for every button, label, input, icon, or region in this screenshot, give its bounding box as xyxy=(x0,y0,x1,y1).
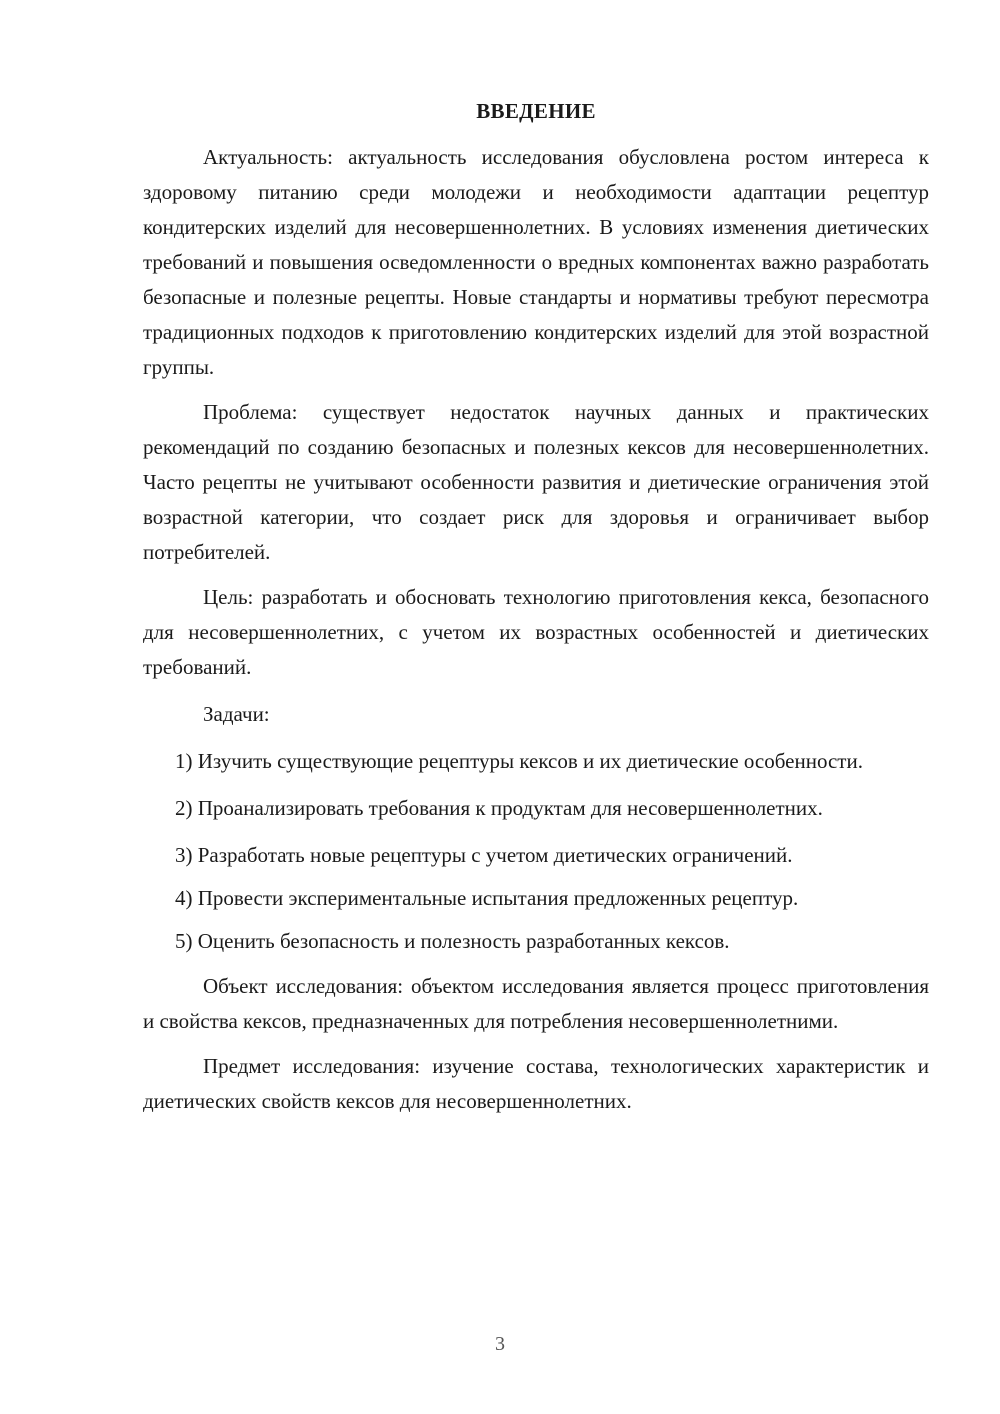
document-page xyxy=(143,96,929,1119)
tasks-heading: Задачи: xyxy=(203,702,270,726)
task-item-3: 3) Разработать новые рецептуры с учетом диетических ограничений. xyxy=(175,843,793,867)
section-title: ВВЕДЕНИЕ xyxy=(476,99,596,123)
page-number: 3 xyxy=(495,1333,505,1355)
task-item-1: 1) Изучить существующие рецептуры кексов и их диетические особенности. xyxy=(175,749,863,773)
paragraph-subject: Предмет исследования: изучение состава, технологических характеристик и диетических свойств кексов для несовершеннолетних. xyxy=(143,1054,929,1113)
task-item-4: 4) Провести экспериментальные испытания предложенных рецептур. xyxy=(175,886,799,910)
paragraph-goal: Цель: разработать и обосновать технологию приготовления кекса, безопасного для несовершеннолетних, с учетом их возрастных особенностей и диетических требований. xyxy=(143,585,929,679)
task-item-5: 5) Оценить безопасность и полезность разработанных кексов. xyxy=(175,929,730,953)
task-item-2: 2) Проанализировать требования к продуктам для несовершеннолетних. xyxy=(175,796,823,820)
paragraph-problem: Проблема: существует недостаток научных данных и практических рекомендаций по созданию безопасных и полезных кексов для несовершеннолетних. Часто рецепты не учитывают особенности развития и диетические ограничения этой возрастной категории, что создает риск для здоровья и ограничивает выбор потребителей. xyxy=(143,400,929,564)
paragraph-relevance: Актуальность: актуальность исследования обусловлена ростом интереса к здоровому питанию среди молодежи и необходимости адаптации рецептур кондитерских изделий для несовершеннолетних. В условиях изменения диетических требований и повышения осведомленности о вредных компонентах важно разработать безопасные и полезные рецепты. Новые стандарты и нормативы требуют пересмотра традиционных подходов к приготовлению кондитерских изделий для этой возрастной группы. xyxy=(143,145,929,379)
paragraph-object: Объект исследования: объектом исследования является процесс приготовления и свойства кексов, предназначенных для потребления несовершеннолетними. xyxy=(143,974,929,1033)
